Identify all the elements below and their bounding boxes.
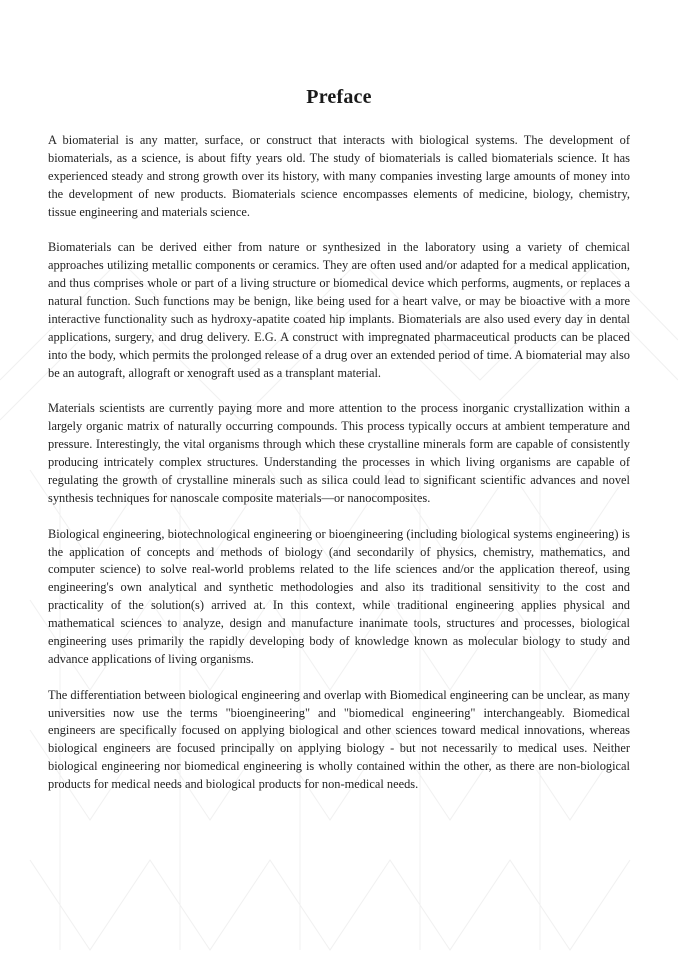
paragraph-3: Materials scientists are currently paying more and more attention to the process inorganic crystallization within a largely organic matrix of naturally occurring compounds. This process typically occurs at ambient temperature and pressure. Interestingly, the vital organisms through which these crystalline minerals form are capable of consistently producing intricately complex structures. Understanding the processes in which living organisms are capable of regulating the growth of crystalline minerals such as silica could lead to significant scientific advances and novel synthesis techniques for nanoscale composite materials—or nanocomposites. xyxy=(48,401,630,505)
paragraph-2: Biomaterials can be derived either from nature or synthesized in the laboratory using a variety of chemical approaches utilizing metallic components or ceramics. They are often used and/or adapted for a medical application, and thus comprises whole or part of a living structure or biomedical device which performs, augments, or replaces a natural function. Such functions may be benign, like being used for a heart valve, or may be bioactive with a more interactive functionality such as hydroxy-apatite coated hip implants. Biomaterials are also used every day in dental applications, surgery, and drug delivery. E.G. A construct with impregnated pharmaceutical products can be placed into the body, which permits the prolonged release of a drug over an extended period of time. A biomaterial may also be an autograft, allograft or xenograft used as a transplant material. xyxy=(48,240,630,380)
paragraph-1: A biomaterial is any matter, surface, or construct that interacts with biological systems. The development of biomaterials, as a science, is about fifty years old. The study of biomaterials is called biomaterials science. It has experienced steady and strong growth over its history, with many companies investing large amounts of money into the development of new products. Biomaterials science encompasses elements of medicine, biology, chemistry, tissue engineering and materials science. xyxy=(48,133,630,219)
paragraph-4: Biological engineering, biotechnological engineering or bioengineering (including biological systems engineering) is the application of concepts and methods of biology (and secondarily of physics, chemistry, mathematics, and computer science) to solve real-world problems related to the life sciences and/or the application thereof, using engineering's own analytical and synthetic methodologies and also its traditional sensitivity to the cost and practicality of the solution(s) arrived at. In this context, while traditional engineering applies physical and mathematical sciences to analyze, design and manufacture inanimate tools, structures and processes, biological engineering uses primarily the rapidly developing body of knowledge known as molecular biology to study and advance applications of living organisms. xyxy=(48,526,630,666)
document-content xyxy=(48,86,630,812)
paragraph-5: The differentiation between biological engineering and overlap with Biomedical engineering can be unclear, as many universities now use the terms "bioengineering" and "biomedical engineering" interchangeably. Biomedical engineers are specifically focused on applying biological and other sciences toward medical innovations, whereas biological engineers are focused principally on applying biology - but not necessarily to medical uses. Neither biological engineering nor biomedical engineering is wholly contained within the other, as there are non-biological products for medical needs and biological products for non-medical needs. xyxy=(48,687,630,792)
page-title: Preface xyxy=(306,86,372,108)
